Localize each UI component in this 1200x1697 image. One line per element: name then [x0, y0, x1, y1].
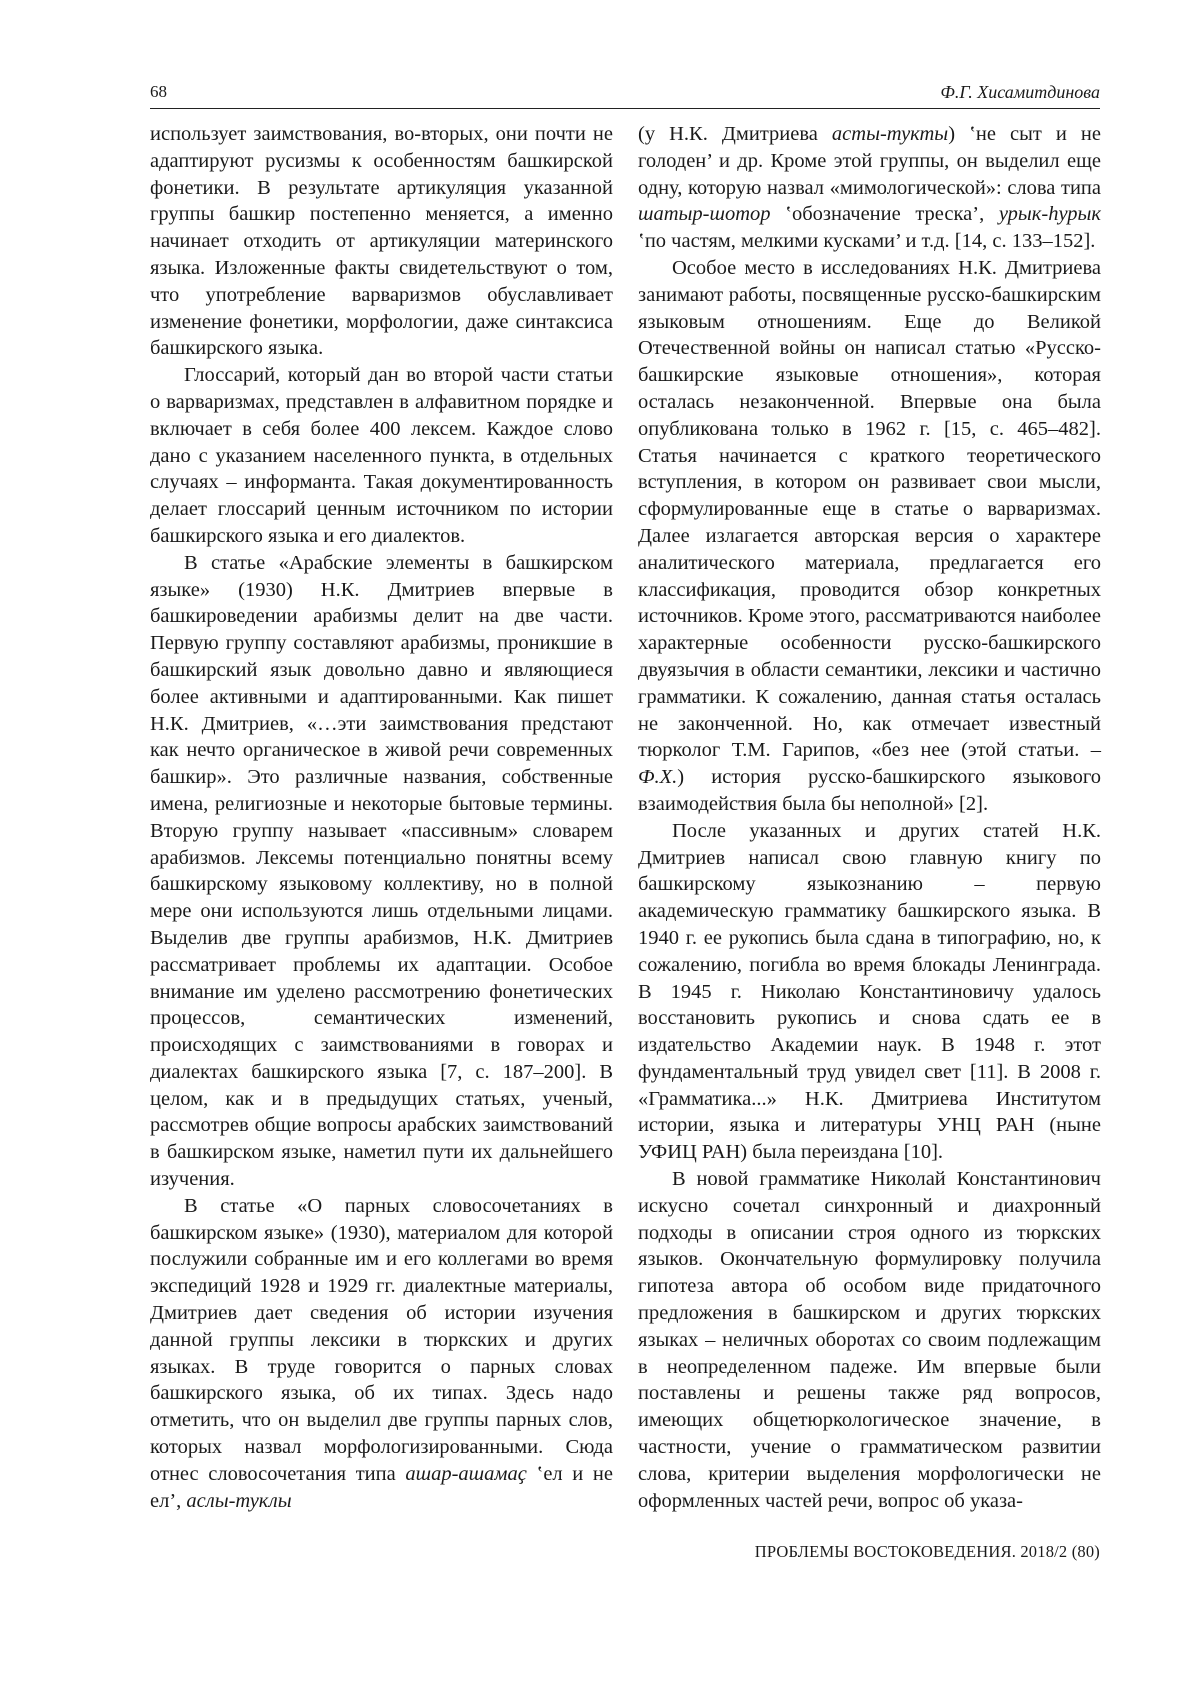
italic-term: ашар-ашамаҫ	[405, 1462, 527, 1485]
journal-footer: ПРОБЛЕМЫ ВОСТОКОВЕДЕНИЯ. 2018/2 (80)	[754, 1542, 1100, 1561]
italic-term: шатыр-шотор	[638, 203, 771, 226]
text-run: ) история русско-башкирского языкового взаимодействия была бы неполной» [2].	[638, 766, 1101, 815]
text-run: ʽобозначение треска’,	[770, 203, 999, 226]
paragraph	[638, 1166, 1101, 1514]
paragraph	[150, 1193, 613, 1515]
paragraph	[150, 121, 613, 362]
right-column	[638, 121, 1101, 1514]
paragraph	[150, 550, 613, 1193]
text-run: (у Н.К. Дмитриева	[638, 123, 832, 145]
text-run: В статье «О парных словосочетаниях в башкирском языке» (1930), материалом для которой послужили собранные им и его коллегами во время экспедиций 1928 и 1929 гг. диалектные материалы, Дмитриев дает сведения об истории изучения данной группы лексики в тюркских и других языках. В труде говорится о парных словах башкирского языка, об их типах. Здесь надо отметить, что он выделил две группы парных слов, которых назвал морфологизированными. Сюда отнес словосочетания типа	[150, 1194, 613, 1485]
running-head-author: Ф.Г. Хисамитдинова	[940, 82, 1100, 102]
text-run: После указанных и других статей Н.К. Дмитриев написал свою главную книгу по башкирскому языкознанию – первую академическую грамматику башкирского языка. В 1940 г. ее рукопись была сдана в типографию, но, к сожалению, погибла во время блокады Ленинграда. В 1945 г. Николаю Константиновичу удалось восстановить рукопись и снова сдать ее в издательство Академии наук. В 1948 г. этот фундаментальный труд увидел свет [11]. В 2008 г. «Грамматика...» Н.К. Дмитриева Институтом истории, языка и литературы УНЦ РАН (ныне УФИЦ РАН) была переиздана [10].	[638, 819, 1101, 1164]
page-number: 68	[150, 82, 167, 101]
paragraph	[638, 818, 1101, 1166]
text-run: использует заимствования, во-вторых, они почти не адаптируют русизмы к особенностям башкирской фонетики. В результате артикуляция указанной группы башкир постепенно меняется, а именно начинает отходить от артикуляции материнского языка. Изложенные факты свидетельствуют о том, что употребление варваризмов обуславливает изменение фонетики, морфологии, даже синтаксиса башкирского языка.	[150, 123, 613, 360]
page-header	[150, 82, 1100, 109]
text-run: Особое место в исследованиях Н.К. Дмитриева занимают работы, посвященные русско-башкирским языковым отношениям. Еще до Великой Отечественной войны он написал статью «Русско-башкирские языковые отношения», которая осталась незаконченной. Впервые она была опубликована только в 1962 г. [15, с. 465–482]. Статья начинается с краткого теоретического вступления, в котором он развивает свои мысли, сформулированные еще в статье о варваризмах. Далее излагается авторская версия о характере аналитического материала, предлагается его классификация, проводится обзор конкретных источников. Кроме этого, рассматриваются наиболее характерные особенности русско-башкирского двуязычия в области семантики, лексики и частично грамматики. К сожалению, данная статья осталась не законченной. Но, как отмечает известный тюрколог Т.М. Гарипов, «без нее (этой статьи. –	[638, 256, 1101, 762]
text-run: Глоссарий, который дан во второй части статьи о варваризмах, представлен в алфавитном порядке и включает в себя более 400 лексем. Каждое слово дано с указанием населенного пункта, в отдельных случаях – информанта. Такая документированность делает глоссарий ценным источником по истории башкирского языка и его диалектов.	[150, 364, 613, 547]
paragraph	[150, 362, 613, 550]
paragraph	[638, 121, 1101, 255]
italic-term: урык-һурык	[998, 203, 1101, 226]
left-column	[150, 121, 613, 1514]
italic-term: асты-тукты	[831, 123, 949, 145]
text-run: ʽел и не ел’,	[150, 1462, 614, 1512]
italic-term: Ф.Х.	[638, 766, 678, 789]
paragraph	[638, 255, 1101, 818]
text-run: ) ʽне сыт и не голоден’ и др. Кроме этой группы, он выделил еще одну, которую назвал «мимологической»: слова типа	[638, 123, 1101, 199]
text-run: ʽпо частям, мелкими кусками’ и т.д. [14, с. 133–152].	[638, 230, 1096, 253]
text-run: В статье «Арабские элементы в башкирском языке» (1930) Н.К. Дмитриев впервые в башкироведении арабизмы делит на две части. Первую группу составляют арабизмы, проникшие в башкирский язык довольно давно и являющиеся более активными и адаптированными. Как пишет Н.К. Дмитриев, «…эти заимствования предстают как нечто органическое в живой речи современных башкир». Это различные названия, собственные имена, религиозные и некоторые бытовые термины. Вторую группу называет «пассивным» словарем арабизмов. Лексемы потенциально понятны всему башкирскому языковому коллективу, но в полной мере они используются лишь отдельными лицами. Выделив две группы арабизмов, Н.К. Дмитриев рассматривает проблемы их адаптации. Особое внимание им уделено рассмотрению фонетических процессов, семантических изменений, происходящих с заимствованиями в говорах и диалектах башкирского языка [7, с. 187–200]. В целом, как и в предыдущих статьях, ученый, рассмотрев общие вопросы арабских заимствований в башкирском языке, наметил пути их дальнейшего изучения.	[150, 551, 613, 1191]
italic-term: аслы-туклы	[186, 1489, 292, 1512]
text-run: В новой грамматике Николай Константинович искусно сочетал синхронный и диахронный подходы в описании строя одного из тюркских языков. Окончательную формулировку получила гипотеза автора об особом виде придаточного предложения в башкирском и других тюркских языках – неличных оборотах со своим подлежащим в неопределенном падеже. Им впервые были поставлены и решены также ряд вопросов, имеющих общетюркологическое значение, в частности, учение о грамматическом развитии слова, критерии выделения морфологически не оформленных частей речи, вопрос об указа-	[638, 1168, 1101, 1512]
